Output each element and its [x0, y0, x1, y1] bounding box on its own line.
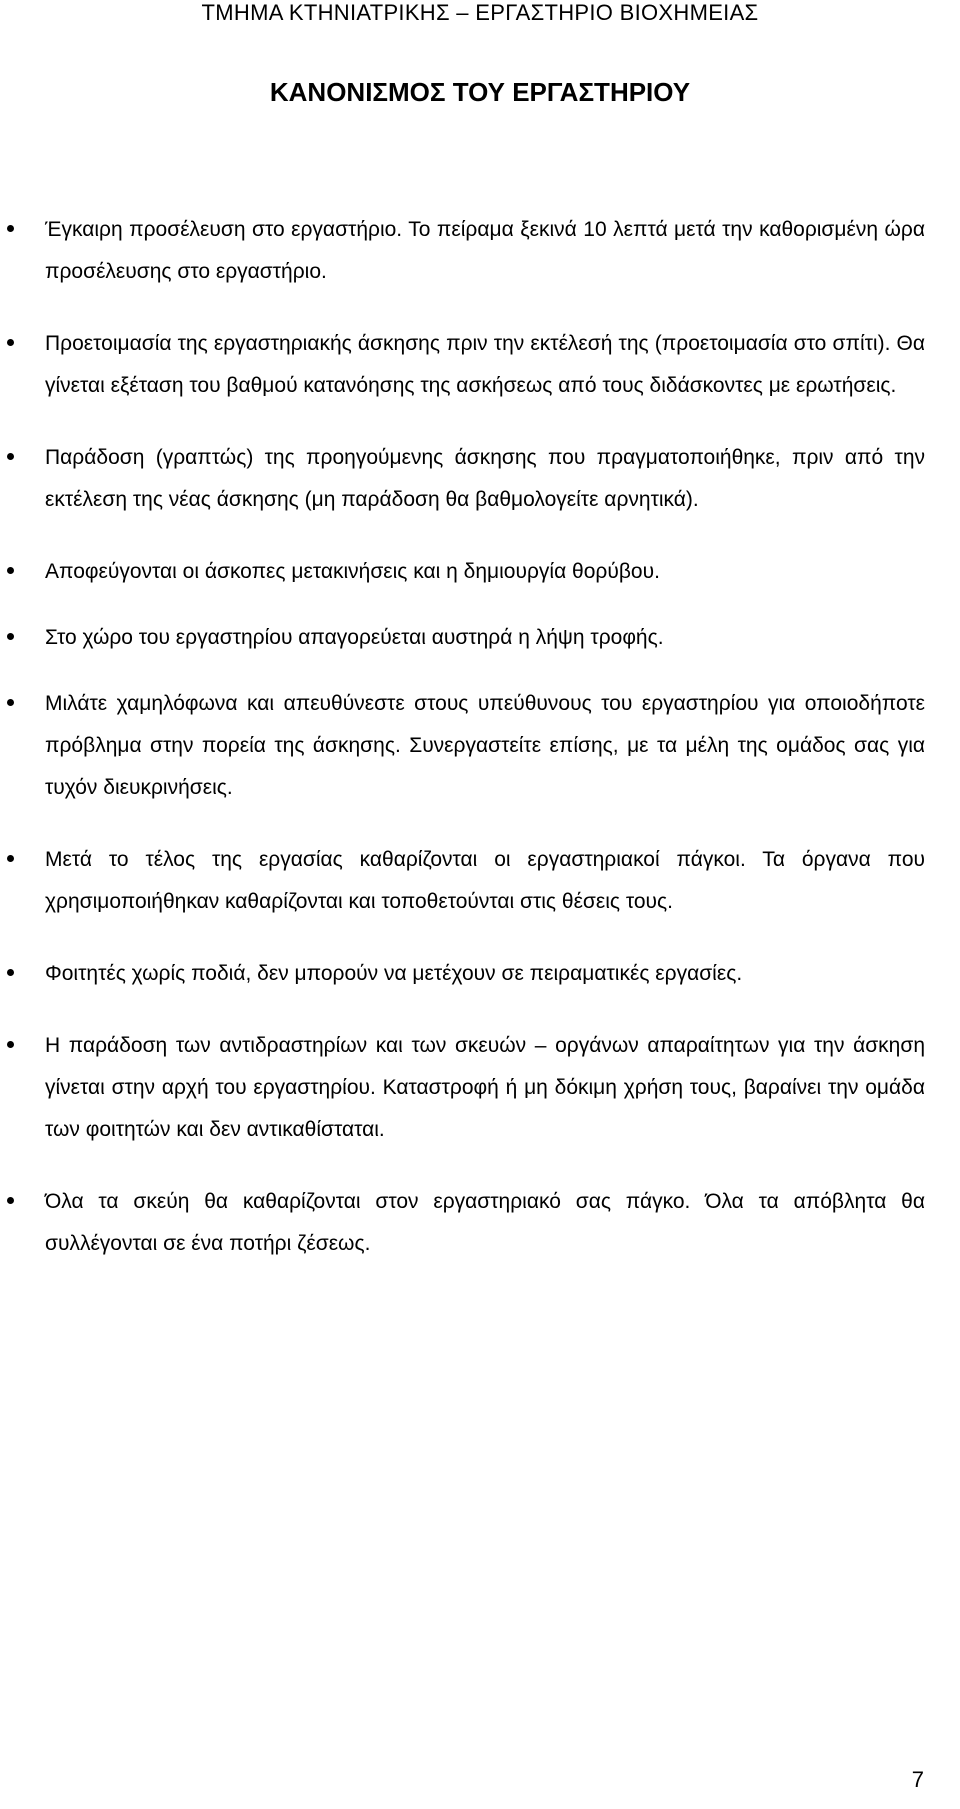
- rule-item-4: Αποφεύγονται οι άσκοπες μετακινήσεις και η δημιουργία θορύβου.: [0, 551, 925, 593]
- rule-item-7: Μετά το τέλος της εργασίας καθαρίζονται οι εργαστηριακοί πάγκοι. Τα όργανα που χρησιμοποιήθηκαν καθαρίζονται και τοποθετούνται στις θέσεις τους.: [0, 839, 925, 923]
- page-title: ΚΑΝΟΝΙΣΜΟΣ ΤΟΥ ΕΡΓΑΣΤΗΡΙΟΥ: [269, 77, 691, 107]
- rule-item-10: Όλα τα σκεύη θα καθαρίζονται στον εργαστηριακό σας πάγκο. Όλα τα απόβλητα θα συλλέγονται σε ένα ποτήρι ζέσεως.: [0, 1181, 925, 1265]
- page-number: 7: [911, 1767, 924, 1792]
- rule-item-2: Προετοιμασία της εργαστηριακής άσκησης πριν την εκτέλεσή της (προετοιμασία στο σπίτι). Θα γίνεται εξέταση του βαθμού κατανόησης της ασκήσεως από τους διδάσκοντες με ερωτήσεις.: [0, 323, 925, 407]
- rule-item-8: Φοιτητές χωρίς ποδιά, δεν μπορούν να μετέχουν σε πειραματικές εργασίες.: [0, 953, 925, 995]
- rules-list: [0, 209, 960, 1295]
- rule-item-9: Η παράδοση των αντιδραστηρίων και των σκευών – οργάνων απαραίτητων για την άσκηση γίνεται στην αρχή του εργαστηρίου. Καταστροφή ή μη δόκιμη χρήση τους, βαραίνει την ομάδα των φοιτητών και δεν αντικαθίσταται.: [0, 1025, 925, 1151]
- rule-item-1: Έγκαιρη προσέλευση στο εργαστήριο. Το πείραμα ξεκινά 10 λεπτά μετά την καθορισμένη ώρα προσέλευσης στο εργαστήριο.: [0, 209, 925, 293]
- rule-item-5: Στο χώρο του εργαστηρίου απαγορεύεται αυστηρά η λήψη τροφής.: [0, 617, 925, 659]
- rule-item-3: Παράδοση (γραπτώς) της προηγούμενης άσκησης που πραγματοποιήθηκε, πριν από την εκτέλεση της νέας άσκησης (μη παράδοση θα βαθμολογείτε αρνητικά).: [0, 437, 925, 521]
- running-header: ΤΜΗΜΑ ΚΤΗΝΙΑΤΡΙΚΗΣ – ΕΡΓΑΣΤΗΡΙΟ ΒΙΟΧΗΜΕΙΑΣ: [201, 0, 759, 25]
- rule-item-6: Μιλάτε χαμηλόφωνα και απευθύνεστε στους υπεύθυνους του εργαστηρίου για οποιοδήποτε πρόβλημα στην πορεία της άσκησης. Συνεργαστείτε επίσης, με τα μέλη της ομάδος σας για τυχόν διευκρινήσεις.: [0, 683, 925, 809]
